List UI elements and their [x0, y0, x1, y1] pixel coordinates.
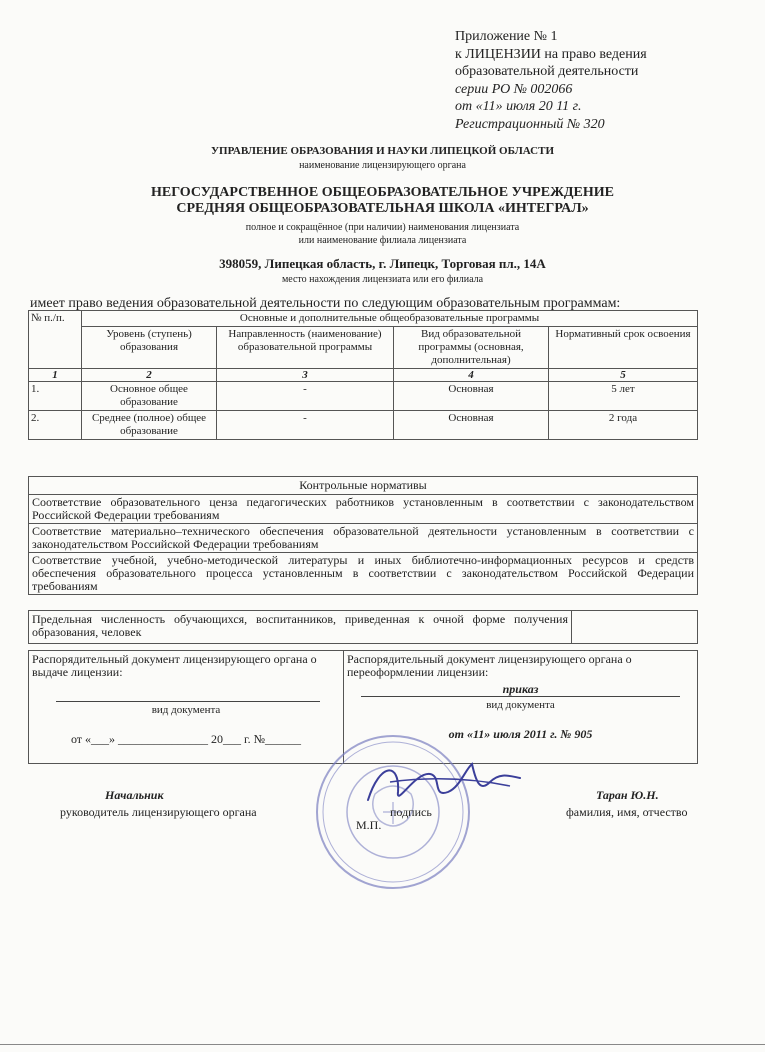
- address-value: 398059, Липецкая область, г. Липецк, Торговая пл., 14А: [219, 256, 546, 271]
- row-number: 1.: [29, 382, 82, 411]
- row-term: 5 лет: [549, 382, 698, 411]
- header-term: Нормативный срок освоения: [549, 327, 698, 369]
- authority-caption: наименование лицензирующего органа: [299, 160, 466, 171]
- reissue-date-value: от «11» июля 2011 г. № 905: [448, 727, 593, 741]
- reissue-doc-caption: вид документа: [486, 699, 555, 711]
- institution-line-1: НЕГОСУДАРСТВЕННОЕ ОБЩЕОБРАЗОВАТЕЛЬНОЕ УЧРЕЖДЕНИЕ: [150, 185, 615, 200]
- row-kind: Основная: [394, 382, 549, 411]
- student-limit-value: [572, 611, 697, 643]
- col-num-header: № п./п.: [29, 311, 82, 369]
- issue-doc-caption: вид документа: [151, 704, 221, 716]
- col-number: 5: [549, 369, 698, 382]
- row-direction: -: [217, 382, 394, 411]
- issue-document: [29, 651, 344, 763]
- issue-title: Распорядительный документ лицензирующего органа о выдаче лицензии:: [32, 652, 317, 679]
- reissue-doc-type: приказ: [502, 682, 539, 696]
- reissue-title: Распорядительный документ лицензирующего органа о переоформлении лицензии:: [347, 652, 632, 679]
- row-direction: -: [217, 411, 394, 440]
- programs-table: [28, 310, 698, 440]
- signature-name-caption: фамилия, имя, отчество: [566, 805, 688, 819]
- institution-caption-2: или наименование филиала лицензиата: [298, 235, 467, 246]
- header-direction: Направленность (наименование) образовательной программы: [217, 327, 394, 369]
- institution-line-2: СРЕДНЯЯ ОБЩЕОБРАЗОВАТЕЛЬНАЯ ШКОЛА «ИНТЕГРАЛ»: [176, 201, 589, 216]
- stamp-mp-label: М.П.: [356, 818, 382, 832]
- col-number: 1: [29, 369, 82, 382]
- header-kind: Вид образовательной программы (основная, дополнительная): [394, 327, 549, 369]
- annex-block: [455, 28, 647, 133]
- issue-doc-line: [56, 687, 320, 702]
- row-number: 2.: [29, 411, 82, 440]
- col-number: 3: [217, 369, 394, 382]
- address-caption: место нахождения лицензиата или его филиала: [281, 274, 484, 285]
- issue-date: от «___» _______________ 20___ г. №______: [70, 732, 302, 746]
- institution-name: [0, 185, 765, 217]
- annex-date: от «11» июля 20 11 г.: [455, 99, 582, 114]
- reissue-doc-line: [361, 683, 680, 697]
- signature-scribble-icon: [360, 752, 530, 812]
- signature-position-caption: руководитель лицензирующего органа: [60, 805, 257, 819]
- table-row: [29, 411, 698, 440]
- control-item: Соответствие учебной, учебно-методической литературы и иных библиотечно-информационных ресурсов и средств обеспечения образовательного процесса установленным в соответствии с законодательством Российской Федерации требованиям: [29, 552, 697, 594]
- row-kind: Основная: [394, 411, 549, 440]
- control-norms-title: Контрольные нормативы: [299, 478, 427, 492]
- annex-line-1: Приложение № 1: [455, 29, 558, 44]
- col-number: 4: [394, 369, 549, 382]
- signature-position: Начальник: [105, 788, 164, 802]
- row-level: Среднее (полное) общее образование: [82, 411, 217, 440]
- col-number: 2: [82, 369, 217, 382]
- institution-caption-1: полное и сокращённое (при наличии) наименования лицензиата: [245, 222, 520, 233]
- control-norms: [28, 476, 698, 595]
- annex-reg: Регистрационный № 320: [455, 116, 605, 132]
- programs-group-header: Основные и дополнительные общеобразовательные программы: [82, 311, 698, 327]
- header-level: Уровень (ступень) образования: [82, 327, 217, 369]
- student-limit: [28, 610, 698, 644]
- row-term: 2 года: [549, 411, 698, 440]
- student-limit-label: Предельная численность обучающихся, воспитанников, приведенная к очной форме получения образования, человек: [29, 611, 572, 643]
- signature-name: Таран Ю.Н.: [596, 788, 659, 802]
- control-item: Соответствие образовательного ценза педагогических работников установленным в соответствии с законодательством Российской Федерации требованиям: [29, 494, 697, 523]
- table-row: [29, 382, 698, 411]
- annex-line-2: к ЛИЦЕНЗИИ на право ведения: [455, 46, 647, 62]
- authority-name: УПРАВЛЕНИЕ ОБРАЗОВАНИЯ И НАУКИ ЛИПЕЦКОЙ ОБЛАСТИ: [210, 145, 555, 157]
- bottom-divider: [0, 1044, 765, 1045]
- annex-line-3: образовательной деятельности: [455, 64, 639, 79]
- annex-series: серии РО № 002066: [455, 81, 573, 97]
- control-item: Соответствие материально–технического обеспечения образовательной деятельности установленным в соответствии с законодательством Российской Федерации требованиям: [29, 523, 697, 552]
- programs-intro: имеет право ведения образовательной деятельности по следующим образовательным программам:: [30, 296, 621, 311]
- signature-caption: подпись: [390, 805, 432, 819]
- row-level: Основное общее образование: [82, 382, 217, 411]
